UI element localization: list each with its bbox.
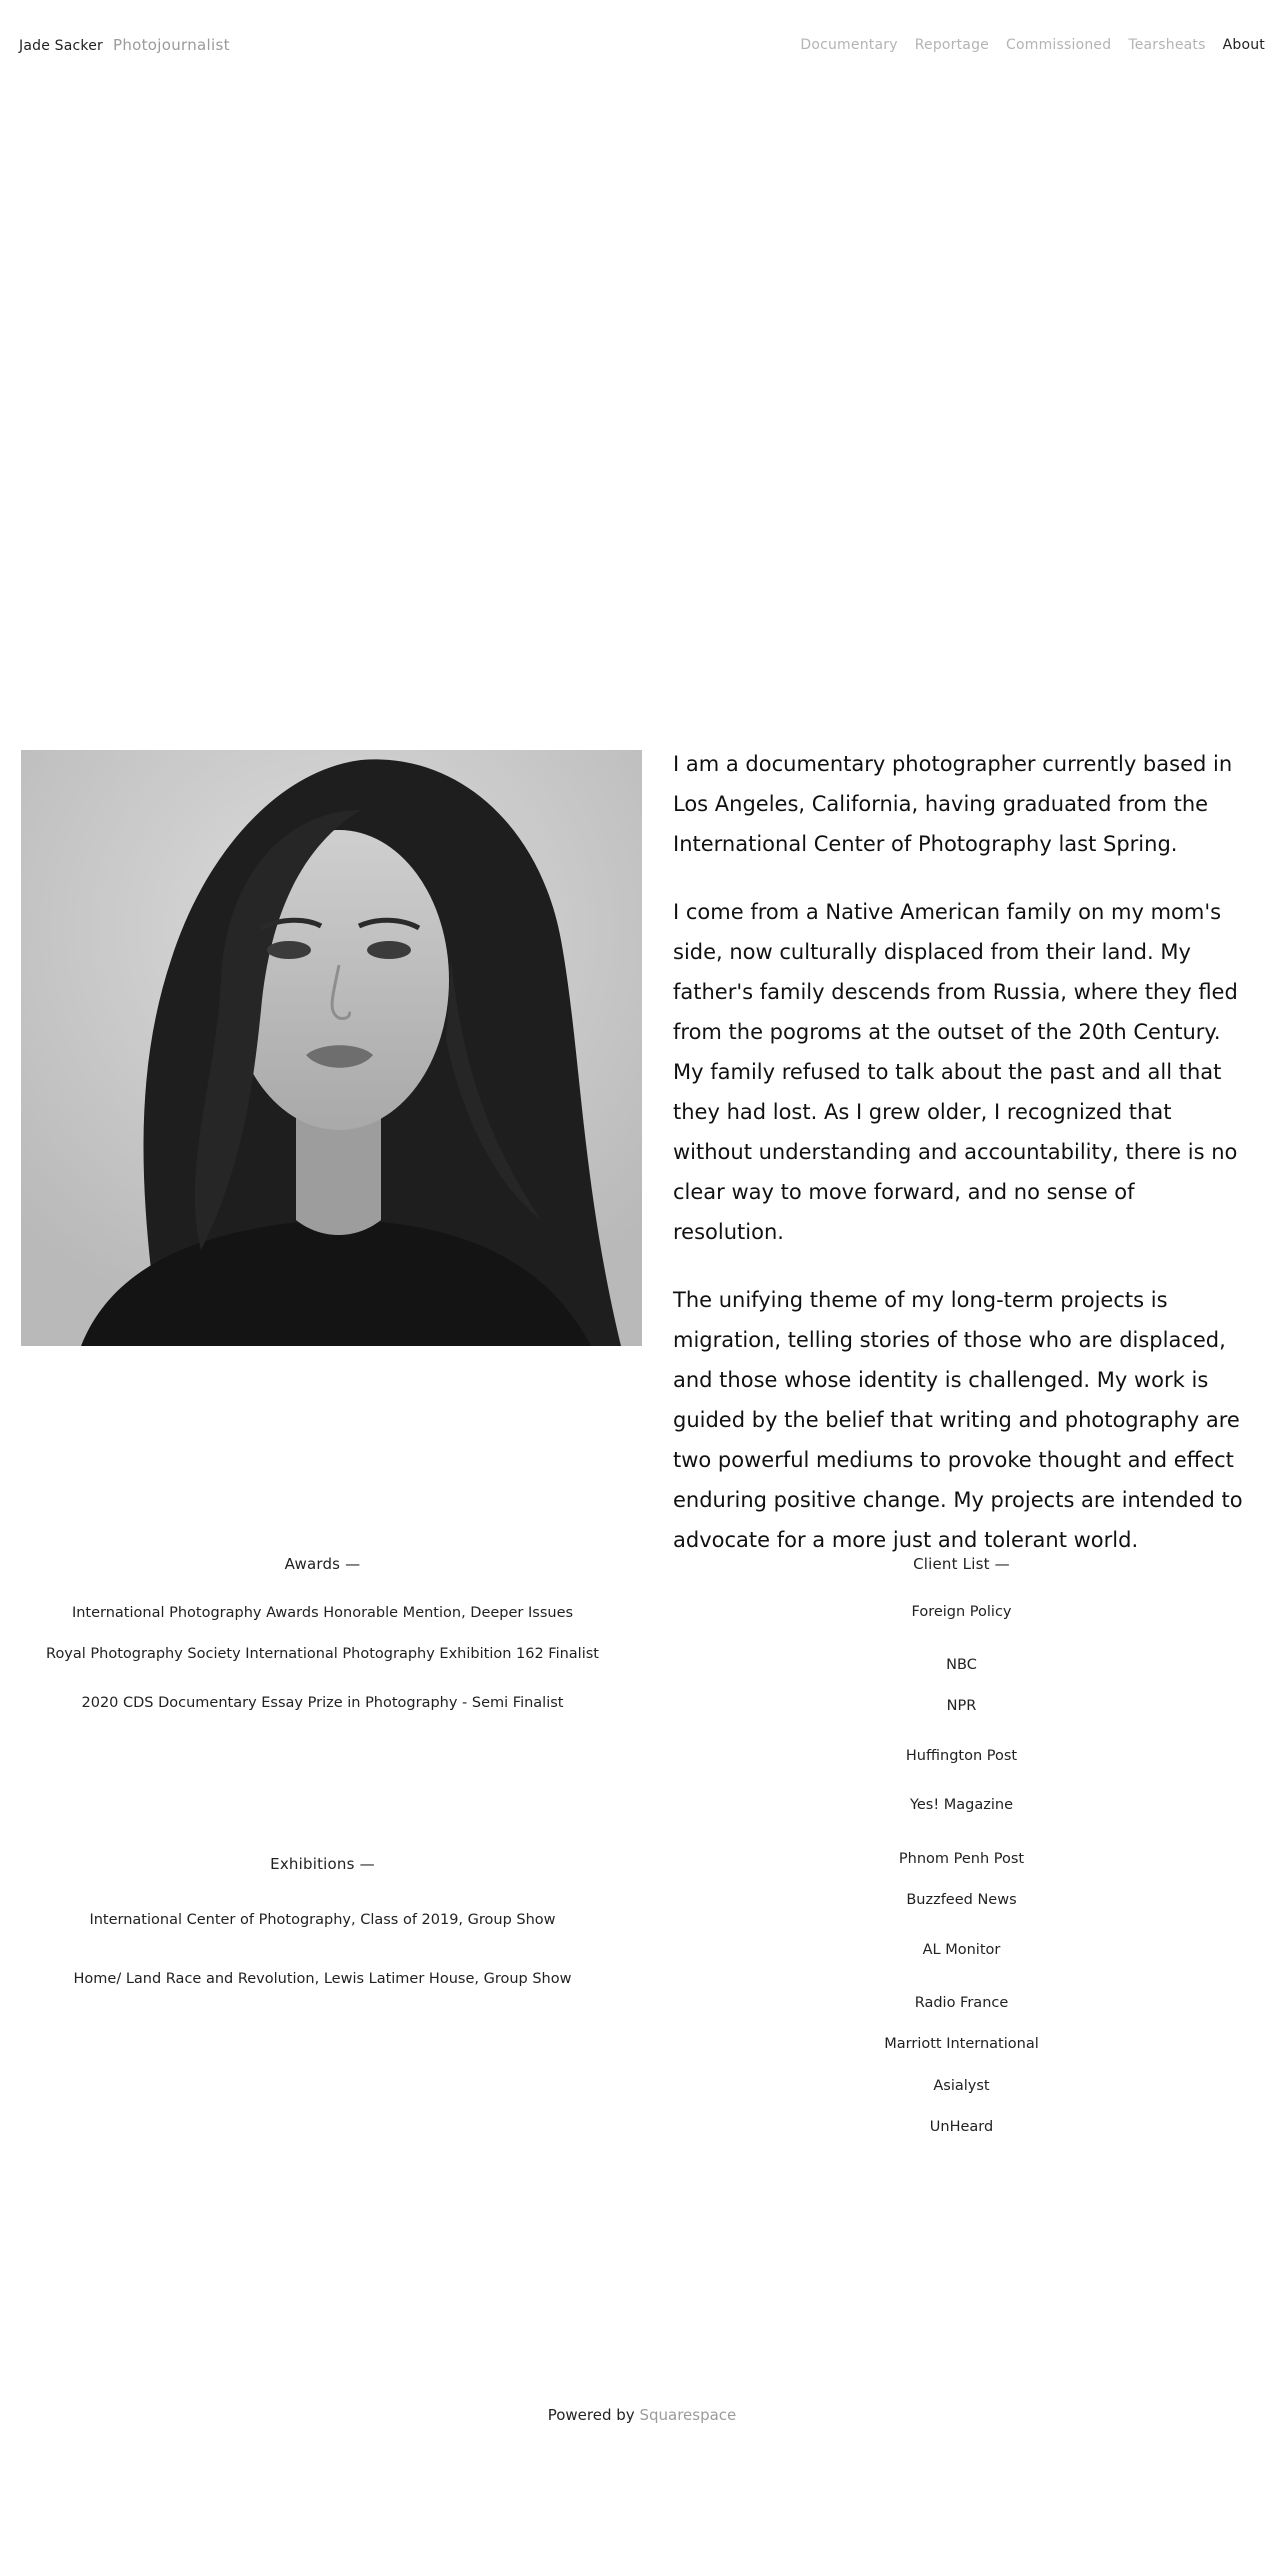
client-item: Huffington Post [905,1748,1018,1764]
bio-paragraph: The unifying theme of my long-term projects is migration, telling stories of those who are displaced, and those whose identity is challenged. My work is guided by the belief that writing and photography are two powerful mediums to provoke thought and effect enduring positive change. My projects are intended to advocate for a more just and tolerant world. [673,1288,1243,1552]
site-footer [0,2406,1284,2424]
portrait-illustration [21,750,642,1346]
client-item: UnHeard [929,2119,994,2135]
client-item: AL Monitor [922,1942,1001,1958]
client-item: NPR [946,1698,977,1714]
bio-paragraph: I am a documentary photographer currently based in Los Angeles, California, having graduated from the International Center of Photography last Spring. [673,752,1233,856]
site-subtitle: Photojournalist [113,36,230,54]
nav-reportage[interactable]: Reportage [914,37,989,53]
client-item: NBC [946,1657,977,1673]
clients-title: Client List — [913,1555,1010,1573]
client-item: Foreign Policy [911,1604,1012,1620]
nav-tearsheets[interactable]: Tearsheats [1128,37,1206,53]
award-item: 2020 CDS Documentary Essay Prize in Photography - Semi Finalist [81,1695,564,1711]
site-header [0,0,1284,92]
footer-powered-by: Powered by [547,2406,635,2424]
client-item: Yes! Magazine [909,1797,1014,1813]
nav-about[interactable]: About [1222,37,1265,53]
exhibition-item: Home/ Land Race and Revolution, Lewis Latimer House, Group Show [73,1971,572,1987]
exhibition-item: International Center of Photography, Class of 2019, Group Show [89,1912,556,1928]
client-item: Marriott International [884,2036,1039,2052]
award-item: Royal Photography Society International Photography Exhibition 162 Finalist [46,1646,599,1662]
client-item: Radio France [914,1995,1009,2011]
award-item: International Photography Awards Honorable Mention, Deeper Issues [71,1605,574,1621]
exhibitions-title: Exhibitions — [270,1855,375,1873]
site-title[interactable]: Jade Sacker [19,38,103,54]
portrait-photo [21,750,642,1346]
main-nav [800,37,1265,53]
nav-commissioned[interactable]: Commissioned [1006,37,1112,53]
client-item: Asialyst [933,2078,990,2094]
client-item: Phnom Penh Post [898,1851,1025,1867]
about-bio [673,744,1243,1588]
footer-platform-link[interactable]: Squarespace [639,2406,737,2424]
bio-paragraph: I come from a Native American family on my mom's side, now culturally displaced from their land. My father's family descends from Russia, where they fled from the pogroms at the outset of the 20th Century. My family refused to talk about the past and all that they had lost. As I grew older, I recognized that without understanding and accountability, there is no clear way to move forward, and no sense of resolution. [673,900,1238,1244]
nav-documentary[interactable]: Documentary [800,37,898,53]
awards-title: Awards — [284,1555,361,1573]
client-item: Buzzfeed News [906,1892,1017,1908]
site-brand[interactable] [19,36,230,54]
